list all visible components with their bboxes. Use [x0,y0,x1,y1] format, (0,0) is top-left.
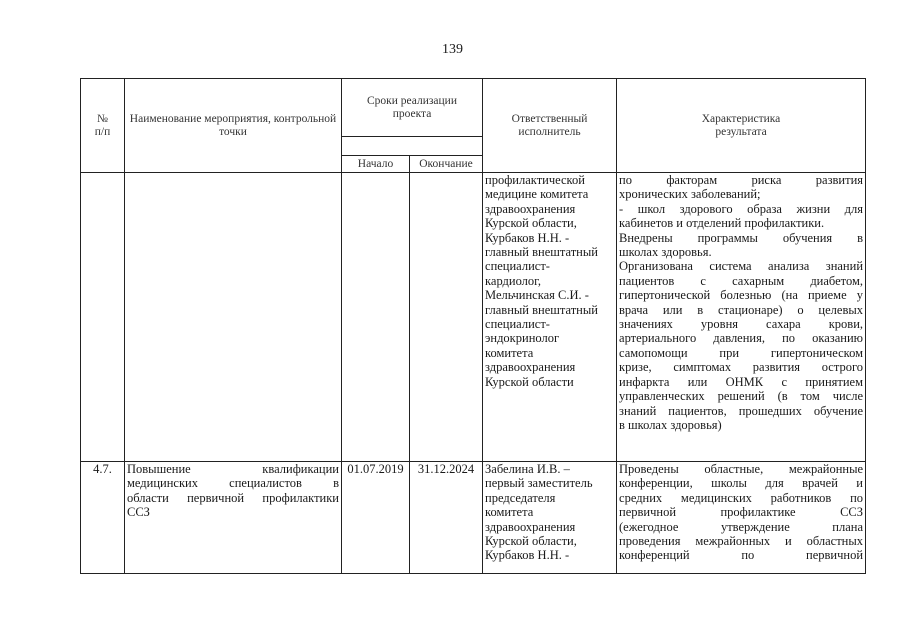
responsible-line: комитета [485,505,534,520]
result-line: первичной профилактике ССЗ [619,505,864,520]
row2-name [125,462,342,574]
col-header-name: Наименование мероприятия, контрольной точки [125,79,342,173]
result-line: управленческих решений (в том числе [619,389,864,404]
result-line: в школах здоровья) [619,417,722,432]
responsible-line: Курской области [485,374,574,389]
responsible-line: здравоохранения [485,201,576,216]
responsible-line: председателя [485,490,556,505]
responsible-line: Курбаков Н.Н. - [485,230,570,245]
table-row [81,173,866,462]
row2-result [617,462,866,574]
result-line: конференций по первичной [619,548,864,563]
responsible-line: главный внештатный [485,245,598,260]
activity-name-line: медицинских специалистов в [127,476,339,491]
result-line: кабинетов и отделений профилактики. [619,216,825,231]
result-line: артериального давления, по оказанию [619,331,864,346]
row2-end: 31.12.2024 [410,462,483,574]
col-header-end: Окончание [410,156,483,173]
responsible-line: главный внештатный [485,302,598,317]
responsible-line: здравоохранения [485,519,576,534]
result-line: знаний пациентов, прошедших обучение [619,403,864,418]
responsible-line: здравоохранения [485,360,576,375]
row2-responsible [483,462,617,574]
result-line: средних медицинских работников по [619,490,864,505]
result-line: по факторам риска развития [619,173,864,187]
row1-responsible [483,173,617,462]
result-line: врача или в стационаре) о целевых [619,302,864,317]
row1-result [617,173,866,462]
result-line: Внедрены программы обучения в [619,230,864,245]
table-row [81,462,866,574]
result-line: конференции, школы для врачей и [619,476,864,491]
responsible-line: первый заместитель [485,476,593,491]
responsible-line: специалист- [485,317,550,332]
responsible-line: Курбаков Н.Н. - [485,548,570,563]
row1-start [342,173,410,462]
result-line: гипертонической болезнью (на приеме у [619,288,864,303]
responsible-line: комитета [485,345,534,360]
row2-num: 4.7. [81,462,125,574]
result-line: школах здоровья. [619,245,712,260]
activities-table [80,78,866,574]
result-line: хронических заболеваний; [619,187,761,202]
responsible-line: кардиолог, [485,273,541,288]
page-number: 139 [442,42,463,57]
row1-num [81,173,125,462]
result-line: Проведены областные, межрайонные [619,462,864,476]
result-line: кризе, симптомах развития острого [619,360,864,375]
col-header-result: Характеристика результата [617,79,866,173]
row1-name [125,173,342,462]
result-line: самопомощи при гипертоническом [619,345,864,360]
responsible-line: Курской области, [485,534,577,549]
result-line: Организована система анализа знаний [619,259,864,274]
result-line: пациентов с сахарным диабетом, [619,273,864,288]
result-line: инфаркта или ОНМК с принятием [619,374,864,389]
result-line: - школ здорового образа жизни для [619,201,864,216]
responsible-line: профилактической [485,173,585,187]
col-header-num: № п/п [81,79,125,173]
responsible-line: Мельчинская С.И. - [485,288,589,303]
col-header-responsible: Ответственный исполнитель [483,79,617,173]
result-line: значениях уровня сахара крови, [619,317,864,332]
row1-end [410,173,483,462]
responsible-line: Курской области, [485,216,577,231]
col-header-start: Начало [342,156,410,173]
activity-name-line: области первичной профилактики [127,490,339,505]
col-header-terms: Сроки реализации проекта [342,79,483,137]
row2-start: 01.07.2019 [342,462,410,574]
result-line: (ежегодное утверждение плана [619,519,864,534]
responsible-line: Забелина И.В. – [485,462,570,476]
activity-name-line: Повышение квалификации [127,462,339,476]
responsible-line: эндокринолог [485,331,560,346]
responsible-line: специалист- [485,259,550,274]
result-line: проведения межрайонных и областных [619,534,864,549]
activity-name-line: ССЗ [127,505,150,520]
responsible-line: медицине комитета [485,187,589,202]
col-header-terms-spacer [342,137,483,156]
